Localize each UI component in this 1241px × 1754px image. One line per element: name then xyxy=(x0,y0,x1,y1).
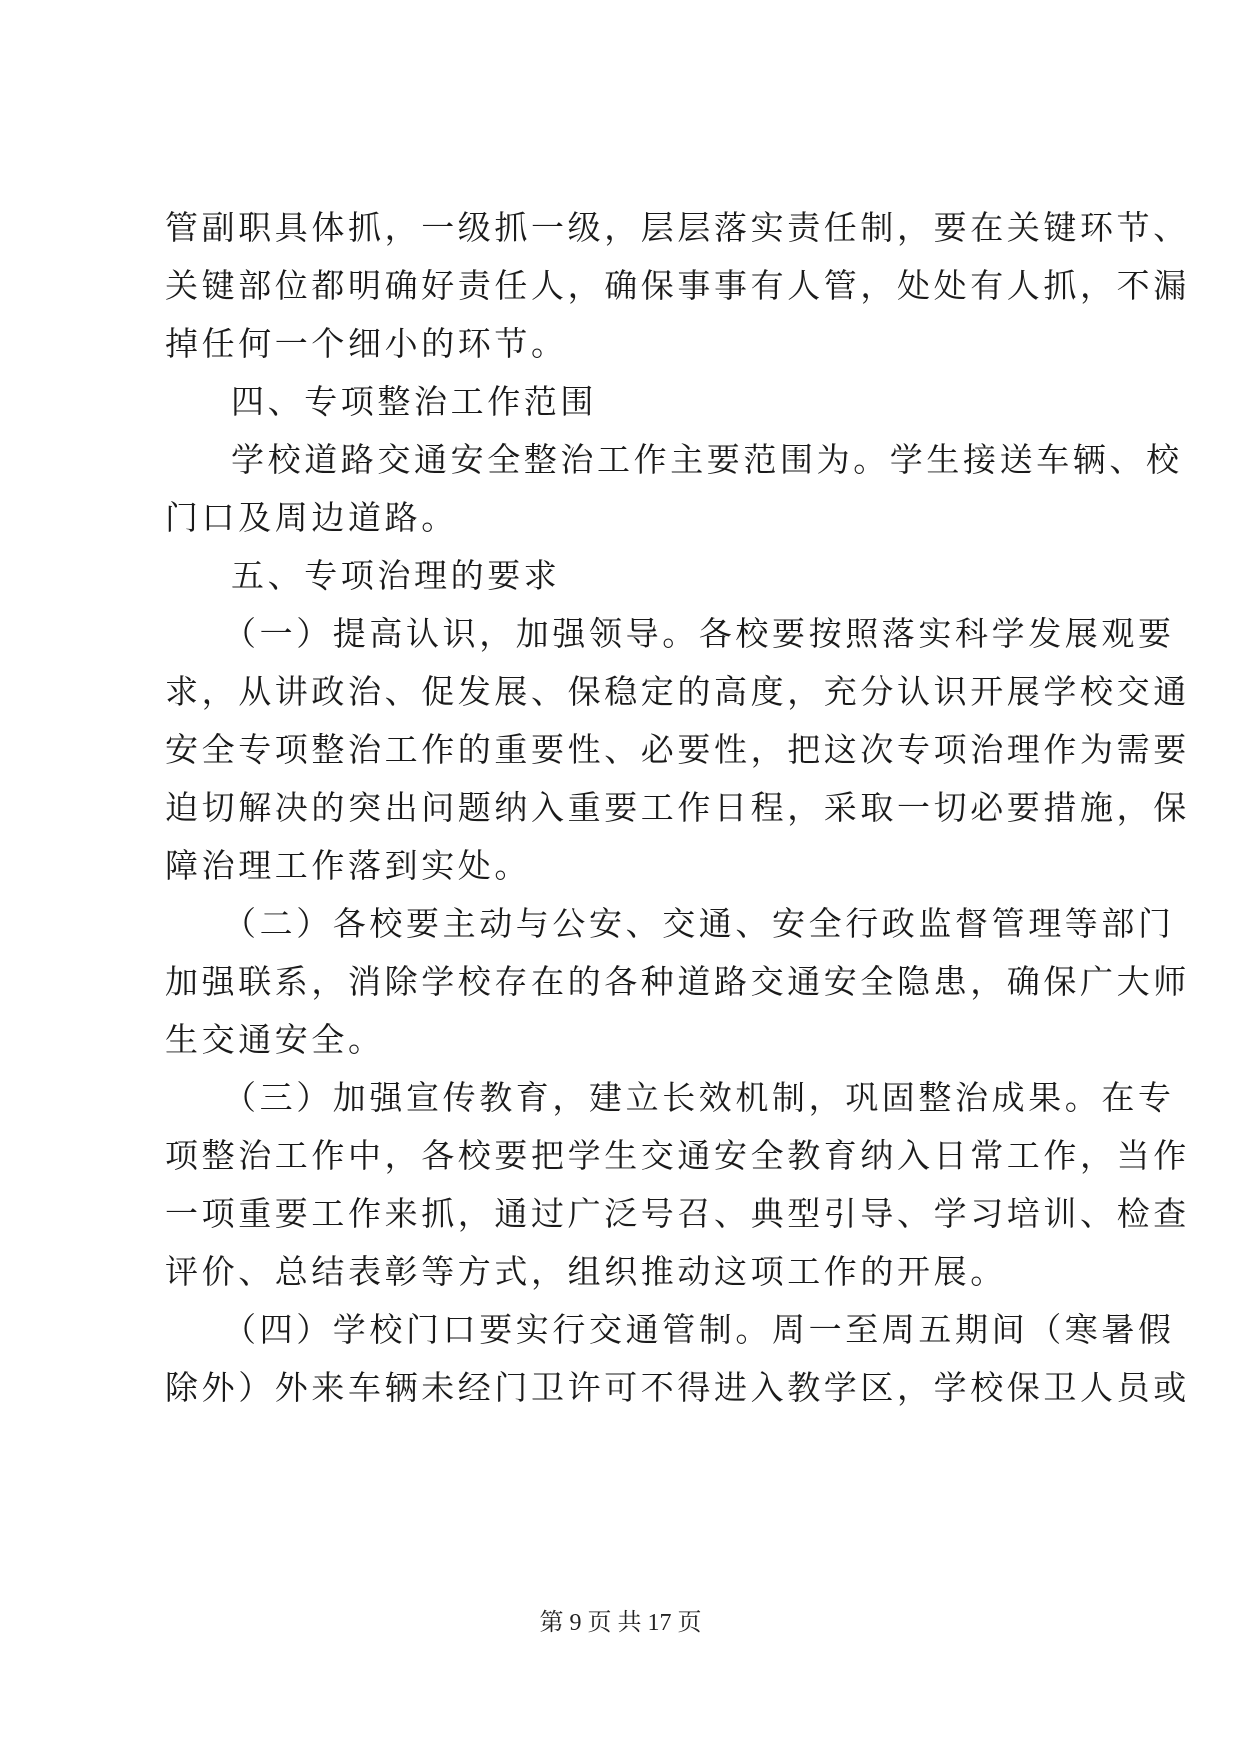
text-line: 生交通安全。 xyxy=(165,1020,385,1059)
text-line: 评价、总结表彰等方式，组织推动这项工作的开展。 xyxy=(165,1252,1007,1291)
page-number-footer: 第 9 页 共 17 页 xyxy=(539,1610,702,1636)
text-line: 加强联系，消除学校存在的各种道路交通安全隐患，确保广大师 xyxy=(165,962,1190,1001)
text-line: 学校道路交通安全整治工作主要范围为。学生接送车辆、校 xyxy=(231,440,1183,479)
text-line: （一）提高认识，加强领导。各校要按照落实科学发展观要 xyxy=(223,614,1175,653)
section-heading: 五、专项治理的要求 xyxy=(231,556,561,595)
text-line: 关键部位都明确好责任人，确保事事有人管，处处有人抓，不漏 xyxy=(165,266,1190,305)
text-line: 一项重要工作来抓，通过广泛号召、典型引导、学习培训、检查 xyxy=(165,1194,1190,1233)
text-line: 掉任何一个细小的环节。 xyxy=(165,324,568,363)
text-line: （二）各校要主动与公安、交通、安全行政监督管理等部门 xyxy=(223,904,1175,943)
text-line: 管副职具体抓，一级抓一级，层层落实责任制，要在关键环节、 xyxy=(165,208,1190,247)
text-line: 迫切解决的突出问题纳入重要工作日程，采取一切必要措施，保 xyxy=(165,788,1190,827)
text-line: （四）学校门口要实行交通管制。周一至周五期间（寒暑假 xyxy=(223,1310,1175,1349)
text-line: （三）加强宣传教育，建立长效机制，巩固整治成果。在专 xyxy=(223,1078,1175,1117)
text-line: 门口及周边道路。 xyxy=(165,498,458,537)
text-line: 障治理工作落到实处。 xyxy=(165,846,531,885)
text-line: 安全专项整治工作的重要性、必要性，把这次专项治理作为需要 xyxy=(165,730,1190,769)
text-line: 项整治工作中，各校要把学生交通安全教育纳入日常工作，当作 xyxy=(165,1136,1190,1175)
text-line: 除外）外来车辆未经门卫许可不得进入教学区，学校保卫人员或 xyxy=(165,1368,1190,1407)
text-line: 求，从讲政治、促发展、保稳定的高度，充分认识开展学校交通 xyxy=(165,672,1190,711)
section-heading: 四、专项整治工作范围 xyxy=(231,382,597,421)
